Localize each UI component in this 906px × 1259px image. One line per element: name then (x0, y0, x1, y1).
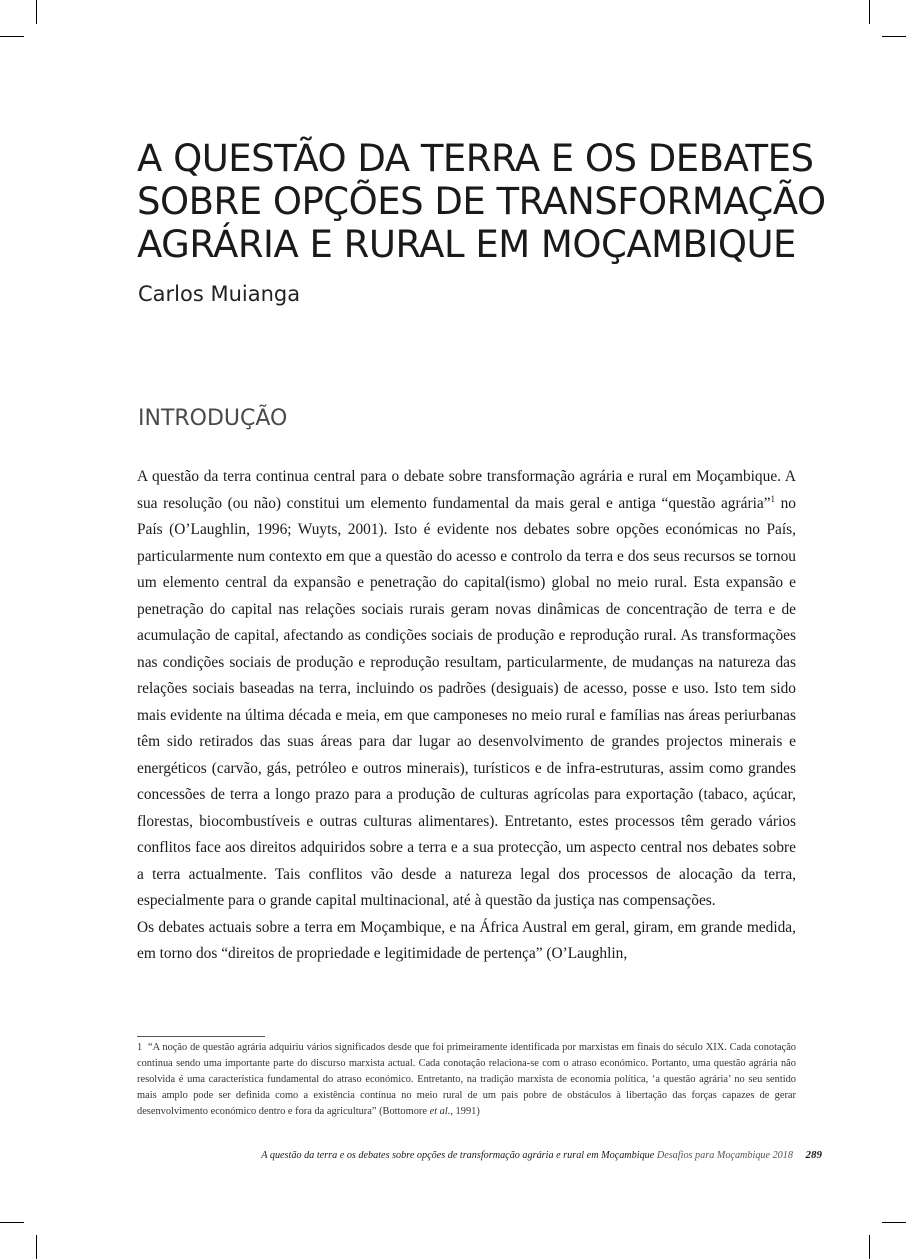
title-line-1: A QUESTÃO DA TERRA E OS DEBATES (137, 137, 814, 180)
author-name: Carlos Muianga (138, 282, 301, 306)
section-heading: INTRODUÇÃO (138, 406, 288, 431)
article-title (137, 137, 837, 266)
footnote-number: 1 (137, 1042, 143, 1053)
title-line-3: AGRÁRIA E RURAL EM MOÇAMBIQUE (137, 223, 796, 266)
paragraph-1 (137, 464, 796, 915)
crop-mark-top-right-v (869, 0, 870, 24)
crop-mark-bottom-left-v (36, 1235, 37, 1259)
footnote-italic: et al. (429, 1106, 451, 1117)
crop-mark-bottom-left-h (0, 1222, 24, 1223)
crop-mark-top-left-v (36, 0, 37, 24)
running-footer (261, 1149, 822, 1161)
body-text (137, 464, 796, 968)
footnote-divider (137, 1036, 265, 1037)
footnote-1 (137, 1040, 796, 1120)
footnote-text-end: , 1991) (450, 1106, 480, 1117)
paragraph-1-start: A questão da terra continua central para o debate sobre transformação agrária e rural em Moçambique. A sua resolução (ou não) constitui um elemento fundamental da mais geral e antiga “questão agrária” (137, 468, 796, 512)
paragraph-1-rest: no País (O’Laughlin, 1996; Wuyts, 2001). Isto é evidente nos debates sobre opções económicas no País, particularmente num contexto em que a questão do acesso e controlo da terra e dos seus recursos se tornou um elemento central da expansão e penetração do capital(ismo) global no meio rural. Esta expansão e penetração do capital nas relações sociais rurais geram novas dinâmicas de concentração de terra e de acumulação de capital, afectando as condições sociais de produção e reprodução rural. As transformações nas condições sociais de produção e reprodução resultam, particularmente, de mudanças na natureza das relações sociais baseadas na terra, incluindo os padrões (desiguais) de acesso, posse e uso. Isto tem sido mais evidente na última década e meia, em que camponeses no meio rural e famílias nas áreas periurbanas têm sido retirados das suas áreas para dar lugar ao desenvolvimento de grandes projectos minerais e energéticos (carvão, gás, petróleo e outros minerais), turísticos e de infra-estruturas, assim como grandes concessões de terra a longo prazo para a produção de culturas agrícolas para exportação (tabaco, açúcar, florestas, biocombustíveis e outras culturas alimentares). Entretanto, estes processos têm gerado vários conflitos face aos direitos adquiridos sobre a terra e a sua protecção, um aspecto central nos debates sobre a terra actualmente. Tais conflitos vão desde a natureza legal dos processos de alocação da terra, especialmente para o grande capital multinacional, até à questão da justiça nas compensações. (137, 494, 796, 909)
crop-mark-bottom-right-v (869, 1235, 870, 1259)
title-line-2: SOBRE OPÇÕES DE TRANSFORMAÇÃO (137, 180, 826, 223)
footnote-reference[interactable]: 1 (770, 493, 776, 504)
crop-mark-top-right-h (882, 36, 906, 37)
page-number: 289 (805, 1149, 822, 1161)
running-title: A questão da terra e os debates sobre opções de transformação agrária e rural em Moçambique (261, 1150, 655, 1161)
paragraph-2: Os debates actuais sobre a terra em Moçambique, e na África Austral em geral, giram, em grande medida, em torno dos “direitos de propriedade e legitimidade de pertença” (O’Laughlin, (137, 918, 796, 962)
footnote-text-start: “A noção de questão agrária adquiriu vários significados desde que foi primeiramente identificada por marxistas em finais do século XIX. Cada conotação continua sendo uma importante parte do discurso marxista actual. Cada conotação relaciona-se com o atraso económico. Portanto, uma questão agrária não resolvida é uma característica fundamental do atraso económico. Entretanto, na tradição marxista de economia política, ‘a questão agrária’ no seu sentido mais amplo pode ser definida como a existência contínua no meio rural de um país pobre de obstáculos à libertação das forças capazes de gerar desenvolvimento económico dentro e fora da agricultura” (Bottomore (137, 1042, 796, 1117)
publication-name: Desafios para Moçambique 2018 (656, 1150, 793, 1161)
crop-mark-top-left-h (0, 36, 24, 37)
crop-mark-bottom-right-h (882, 1222, 906, 1223)
